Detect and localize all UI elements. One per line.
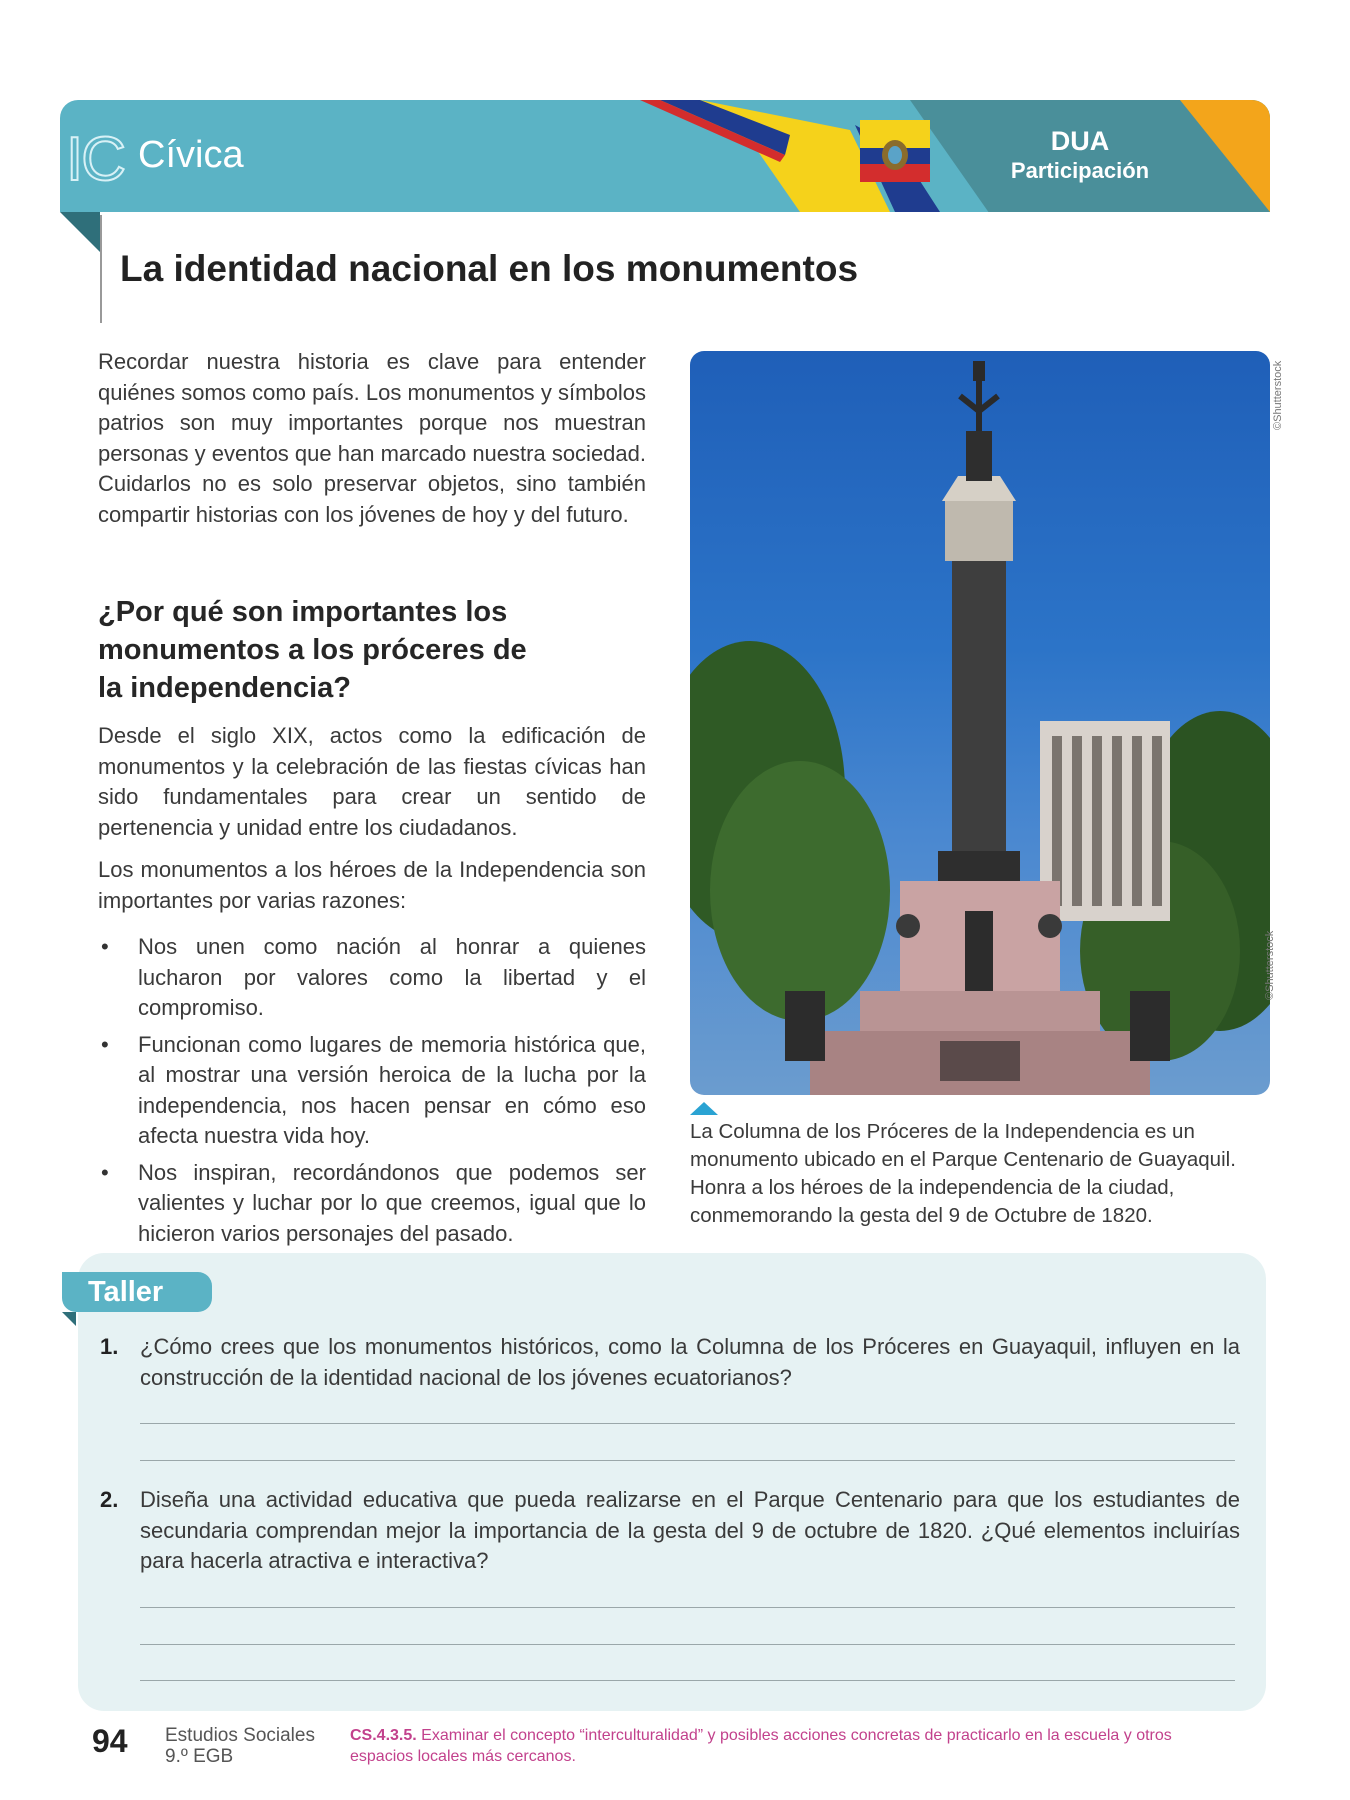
answer-line[interactable] [140, 1680, 1235, 1681]
subject-name: Estudios Sociales [165, 1725, 315, 1746]
list-item: • Nos inspiran, recordándonos que podemos ser valientes y luchar por lo que creemos, igual que lo hicieron varios personajes del pasado. [98, 1158, 646, 1250]
ecuador-flag-ribbon-icon [640, 100, 1060, 212]
answer-line[interactable] [140, 1423, 1235, 1424]
standard-code: CS.4.3.5. [350, 1727, 417, 1744]
question-1-number: 1. [100, 1334, 119, 1359]
subject-label [165, 1725, 315, 1767]
paragraph-1: Desde el siglo XIX, actos como la edificación de monumentos y la celebración de las fiestas cívicas han sido fundamentales para crear un sentido de pertenencia y unidad entre los ciudadanos. [98, 723, 646, 840]
page-number: 94 [92, 1723, 128, 1759]
column-of-heroes-illustration [690, 351, 1270, 1095]
question-2-number: 2. [100, 1487, 119, 1512]
intro-paragraph: Recordar nuestra historia es clave para entender quiénes somos como país. Los monumentos y símbolos patrios son muy importantes porque nos muestran personas y eventos que han marcado nuestra sociedad. Cuidarlos no es solo preservar objetos, sino también compartir historias con los jóvenes de hoy y del futuro. [98, 349, 646, 527]
caption-triangle-icon [690, 1102, 718, 1115]
reasons-list [98, 932, 646, 1255]
standard-text: Examinar el concepto “interculturalidad” y posibles acciones concretas de practicarlo en la escuela y otros espacios locales más cercanos. [350, 1727, 1172, 1765]
question-1-text: ¿Cómo crees que los monumentos históricos, como la Columna de los Próceres en Guayaquil, influyen en la construcción de la identidad nacional de los jóvenes ecuatorianos? [140, 1334, 1240, 1390]
title-rule [100, 215, 102, 323]
monument-photo [690, 351, 1270, 1095]
photo-caption: La Columna de los Próceres de la Independencia es un monumento ubicado en el Parque Centenario de Guayaquil. Honra a los héroes de la independencia de la ciudad, conmemorando la gesta del 9 de Octubre de 1820. [690, 1120, 1236, 1227]
dua-label: DUA [1050, 126, 1110, 156]
banner-fold [60, 212, 100, 252]
answer-line[interactable] [140, 1644, 1235, 1645]
taller-tab-fold [62, 1312, 76, 1326]
participacion-label: Participación [1010, 158, 1150, 183]
page-title: La identidad nacional en los monumentos [120, 248, 859, 289]
answer-line[interactable] [140, 1607, 1235, 1608]
photo-credit-top: ©Shutterstock [1272, 360, 1284, 430]
taller-tab: Taller [62, 1272, 212, 1312]
photo-credit-side: ©Shutterstock [1264, 930, 1276, 1000]
ic-logo: IC [66, 125, 124, 194]
grade-label: 9.º EGB [165, 1746, 234, 1767]
paragraph-2: Los monumentos a los héroes de la Independencia son importantes por varias razones: [98, 857, 646, 913]
section-label: Cívica [138, 134, 244, 176]
list-item: • Nos unen como nación al honrar a quienes lucharon por valores como la libertad y el compromiso. [98, 932, 646, 1024]
taller-box [78, 1253, 1266, 1711]
subheading: ¿Por qué son importantes los monumentos a los próceres de la independencia? [98, 596, 527, 704]
curriculum-standard [350, 1725, 1230, 1767]
answer-line[interactable] [140, 1460, 1235, 1461]
list-item: • Funcionan como lugares de memoria histórica que, al mostrar una versión heroica de la lucha por la independencia, nos hacen pensar en cómo eso afecta nuestra vida hoy. [98, 1030, 646, 1152]
question-2-text: Diseña una actividad educativa que pueda realizarse en el Parque Centenario para que los estudiantes de secundaria comprendan mejor la importancia de la gesta del 9 de octubre de 1820. ¿Qué elementos incluirías para hacerla atractiva e interactiva? [140, 1487, 1240, 1573]
